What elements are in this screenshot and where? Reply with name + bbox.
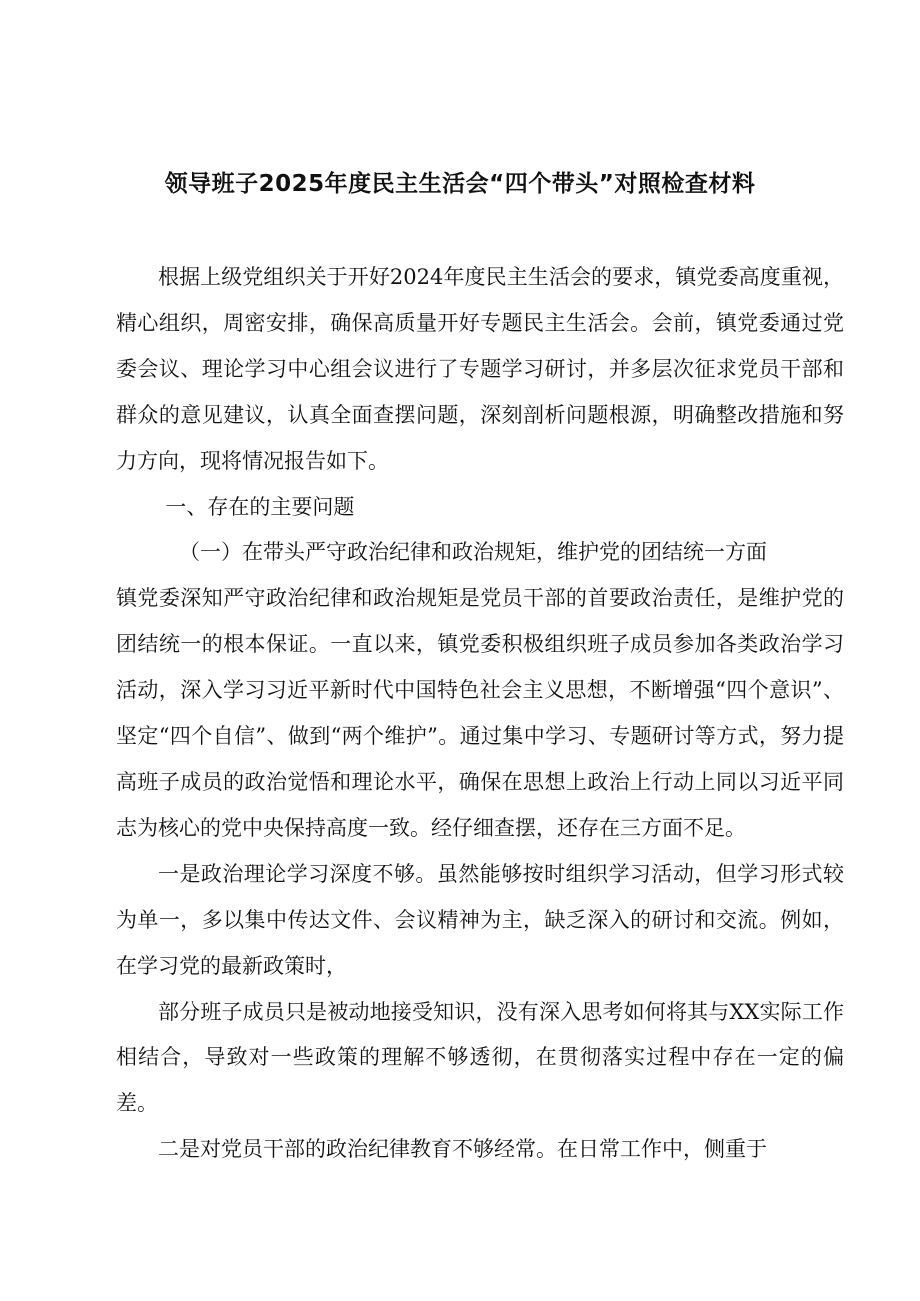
point-two-paragraph: 二是对党员干部的政治纪律教育不够经常。在日常工作中，侧重于 [158,1137,767,1162]
section-heading-problems: 一、存在的主要问题 [165,494,355,519]
point-one-paragraph: 一是政治理论学习深度不够。虽然能够按时组织学习活动，但学习形式较为单一，多以集中传达文件、会议精神为主，缺乏深入的研讨和交流。例如，在学习党的最新政策时， [116,861,844,978]
intro-paragraph: 根据上级党组织关于开好2024年度民主生活会的要求，镇党委高度重视，精心组织，周密安排，确保高质量开好专题民主生活会。会前，镇党委通过党委会议、理论学习中心组会议进行了专题学习研讨，并多层次征求党员干部和群众的意见建议，认真全面查摆问题，深刻剖析问题根源，明确整改措施和努力方向，现将情况报告如下。 [116,265,844,473]
subsection-heading-political-discipline: （一）在带头严守政治纪律和政治规矩，维护党的团结统一方面 [179,540,767,565]
document-title: 领导班子2025年度民主生活会“四个带头”对照检查材料 [164,171,756,197]
subsection-body-paragraph: 镇党委深知严守政治纪律和政治规矩是党员干部的首要政治责任，是维护党的团结统一的根本保证。一直以来，镇党委积极组织班子成员参加各类政治学习活动，深入学习习近平新时代中国特色社会主义思想，不断增强“四个意识”、坚定“四个自信”、做到“两个维护”。通过集中学习、专题研讨等方式，努力提高班子成员的政治觉悟和理论水平，确保在思想上政治上行动上同以习近平同志为核心的党中央保持高度一致。经仔细查摆，还存在三方面不足。 [116,586,844,840]
document-body [116,255,844,1173]
point-one-continuation-paragraph: 部分班子成员只是被动地接受知识，没有深入思考如何将其与XX实际工作相结合，导致对一些政策的理解不够透彻，在贯彻落实过程中存在一定的偏差。 [116,999,844,1116]
